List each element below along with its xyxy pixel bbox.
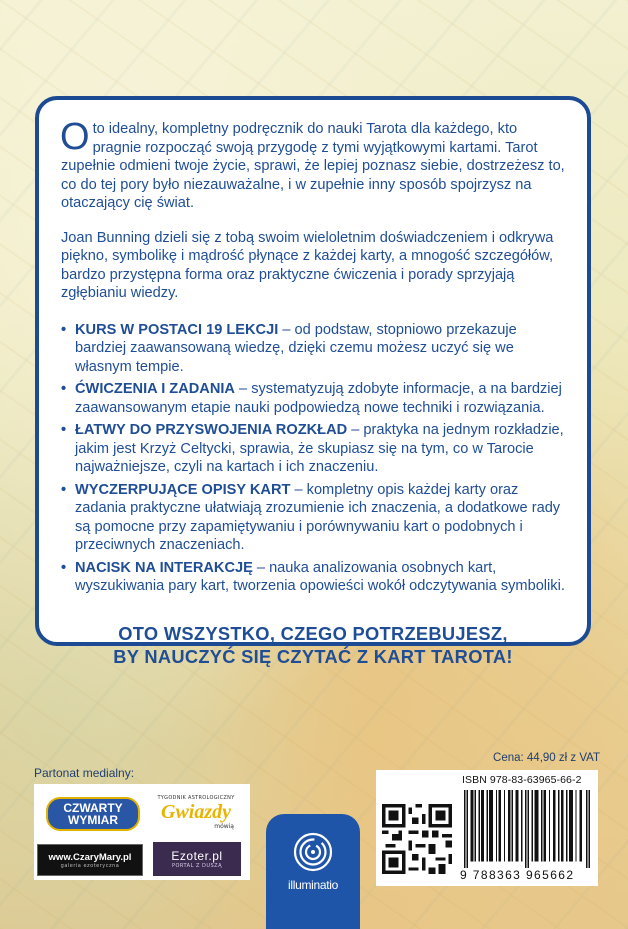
feature-item <box>61 559 565 596</box>
media-patronage-label: Partonat medialny: <box>34 766 135 780</box>
publisher-logo <box>266 814 360 929</box>
dropcap: O <box>60 116 90 158</box>
feature-item <box>61 481 565 555</box>
publisher-name: illuminatio <box>287 878 339 892</box>
feature-title: ŁATWY DO PRZYSWOJENIA ROZKŁAD <box>75 422 348 438</box>
qr-code-icon <box>382 804 452 874</box>
feature-list <box>61 321 565 596</box>
blurb-panel <box>35 96 591 667</box>
bullet-icon: • <box>61 321 67 338</box>
bullet-icon: • <box>61 481 67 498</box>
labyrinth-icon <box>293 832 333 872</box>
feature-title: NACISK NA INTERAKCJĘ <box>75 559 253 576</box>
feature-text: – od podstaw, stopniowo przekazuje bardziej zaawansowaną wiedzę, dzięki czemu możesz uczyć się we własnym tempie. <box>75 321 517 375</box>
bullet-icon: • <box>61 559 67 576</box>
gwiazdy-mowia-logo <box>150 790 242 834</box>
gwiazdy-subtitle: mówią <box>214 822 234 830</box>
feature-title: ĆWICZENIA I ZADANIA <box>75 381 235 397</box>
feature-text: – systematyzują zdobyte informacje, a na bardziej zaawansowanym etapie nauki podpowiedzą nowe techniki i rozwiązania. <box>75 381 562 416</box>
intro-paragraph <box>60 116 565 213</box>
call-to-action <box>61 622 565 668</box>
feature-title: KURS W POSTACI 19 LEKCJI <box>75 321 279 338</box>
cta-line-2: BY NAUCZYĆ SIĘ CZYTAĆ Z KART TAROTA! <box>113 645 513 667</box>
bullet-icon: • <box>61 381 67 397</box>
bullet-icon: • <box>61 422 67 438</box>
codes-box <box>376 770 598 886</box>
intro-text: to idealny, kompletny podręcznik do nauki Tarota dla każdego, kto pragnie rozpocząć swoją przygodę z tymi wyjątkowymi kartami. Tarot zupełnie odmieni twoje życie, sprawi, że lepiej poznasz siebie, dostrzeżesz to, co do tej pory było niezauważalne, i w zupełnie inny sposób spojrzysz na otaczający cię świat. <box>61 121 565 211</box>
gwiazdy-tagline: TYGODNIK ASTROLOGICZNY <box>157 794 235 801</box>
czwarty-wymiar-logo <box>48 794 138 834</box>
feature-title: WYCZERPUJĄCE OPISY KART <box>75 481 291 498</box>
author-paragraph: Joan Bunning dzieli się z tobą swoim wieloletnim doświadczeniem i odkrywa piękno, symbolikę i mądrość płynące z każdej karty, a mnogość szczegółów, bardzo przystępna forma oraz praktyczne ćwiczenia i porady sprzyjają zgłębianiu wiedzy. <box>61 229 554 301</box>
ezoter-name: Ezoter.pl <box>171 849 223 863</box>
ezoter-tagline: PORTAL Z DUSZĄ <box>171 863 223 869</box>
czarymary-logo <box>37 844 143 876</box>
isbn-number: ISBN 978-83-63965-66-2 <box>462 774 582 786</box>
czwarty-wymiar-text: CZWARTY WYMIAR <box>48 799 138 829</box>
czarymary-tagline: galeria ezoteryczna <box>60 862 120 869</box>
cta-line-1: OTO WSZYSTKO, CZEGO POTRZEBUJESZ, <box>118 622 508 644</box>
feature-text: – nauka analizowania osobnych kart, wyszukiwania pary kart, tworzenia opowieści wokół odczytywania symboliki. <box>75 559 565 594</box>
barcode-icon <box>464 790 590 868</box>
feature-item <box>61 321 565 377</box>
media-partner-logos <box>34 784 250 880</box>
czarymary-url: www.CzaryMary.pl <box>48 851 132 863</box>
feature-text: – kompletny opis każdej karty oraz zadania praktyczne ułatwiają zrozumienie ich znaczenia, a dodatkowe rady są pomocne przy zapamiętywaniu i porównywaniu kart o podobnych i przeciwnych znaczeniach. <box>75 481 561 553</box>
ean-digits: 9 788363 965662 <box>460 868 575 882</box>
gwiazdy-title: Gwiazdy <box>161 800 231 823</box>
price-label: Cena: 44,90 zł z VAT <box>493 752 600 764</box>
feature-item <box>61 421 565 477</box>
feature-item <box>61 380 565 417</box>
ezoter-logo <box>153 842 241 876</box>
feature-text: – praktyka na jednym rozkładzie, jakim jest Krzyż Celtycki, sprawia, że skupiasz się na tym, co w Tarocie najważniejsze, czyli na kartach i ich znaczeniu. <box>75 422 564 475</box>
